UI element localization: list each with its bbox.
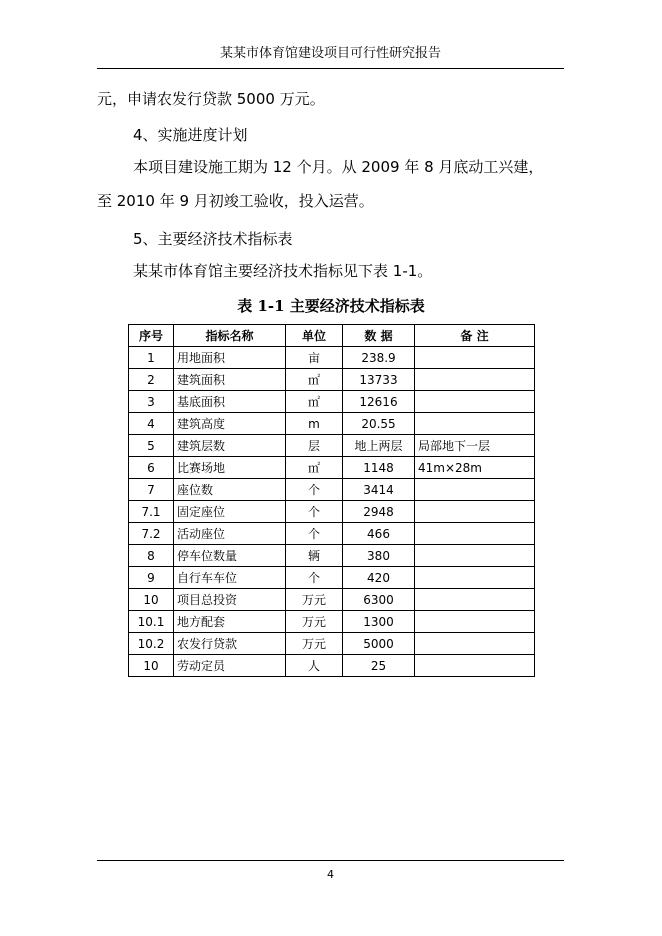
cell-value: 1148 bbox=[343, 457, 415, 479]
cell-unit: 人 bbox=[286, 655, 343, 677]
paragraph-schedule-1: 本项目建设施工期为 12 个月。从 2009 年 8 月底动工兴建， bbox=[133, 158, 544, 176]
cell-unit: 个 bbox=[286, 523, 343, 545]
cell-index: 7.1 bbox=[129, 501, 174, 523]
page-number: 4 bbox=[327, 868, 334, 881]
cell-name: 自行车车位 bbox=[174, 567, 286, 589]
table-row bbox=[129, 589, 535, 611]
table-row bbox=[129, 501, 535, 523]
indicators-table bbox=[128, 324, 535, 677]
cell-index: 10.2 bbox=[129, 633, 174, 655]
cell-index: 7 bbox=[129, 479, 174, 501]
cell-name: 建筑面积 bbox=[174, 369, 286, 391]
cell-value: 3414 bbox=[343, 479, 415, 501]
cell-note: 41m×28m bbox=[415, 457, 535, 479]
cell-index: 3 bbox=[129, 391, 174, 413]
cell-name: 用地面积 bbox=[174, 347, 286, 369]
cell-value: 380 bbox=[343, 545, 415, 567]
cell-name: 建筑层数 bbox=[174, 435, 286, 457]
cell-value: 2948 bbox=[343, 501, 415, 523]
cell-name: 座位数 bbox=[174, 479, 286, 501]
paragraph-schedule-2: 至 2010 年 9 月初竣工验收，投入运营。 bbox=[97, 192, 374, 210]
cell-index: 6 bbox=[129, 457, 174, 479]
cell-name: 劳动定员 bbox=[174, 655, 286, 677]
header-rule bbox=[97, 68, 564, 69]
cell-unit: 个 bbox=[286, 501, 343, 523]
table-row bbox=[129, 611, 535, 633]
cell-value: 5000 bbox=[343, 633, 415, 655]
cell-note bbox=[415, 655, 535, 677]
cell-index: 1 bbox=[129, 347, 174, 369]
page-header-title: 某某市体育馆建设项目可行性研究报告 bbox=[219, 46, 441, 61]
cell-note bbox=[415, 479, 535, 501]
header-unit: 单位 bbox=[286, 325, 343, 347]
table-caption: 表 1-1 主要经济技术指标表 bbox=[237, 297, 425, 315]
table-row bbox=[129, 567, 535, 589]
cell-name: 农发行贷款 bbox=[174, 633, 286, 655]
section-heading-schedule: 4、实施进度计划 bbox=[133, 126, 248, 144]
cell-unit: 个 bbox=[286, 479, 343, 501]
table-row bbox=[129, 523, 535, 545]
cell-index: 10 bbox=[129, 589, 174, 611]
header-indicator-name: 指标名称 bbox=[174, 325, 286, 347]
table-header-row bbox=[129, 325, 535, 347]
cell-index: 10.1 bbox=[129, 611, 174, 633]
cell-name: 固定座位 bbox=[174, 501, 286, 523]
cell-unit: 万元 bbox=[286, 611, 343, 633]
cell-value: 20.55 bbox=[343, 413, 415, 435]
cell-note bbox=[415, 523, 535, 545]
table-row bbox=[129, 347, 535, 369]
cell-note bbox=[415, 413, 535, 435]
cell-unit: 个 bbox=[286, 567, 343, 589]
cell-note bbox=[415, 567, 535, 589]
cell-name: 地方配套 bbox=[174, 611, 286, 633]
cell-note bbox=[415, 347, 535, 369]
cell-value: 466 bbox=[343, 523, 415, 545]
cell-unit: 万元 bbox=[286, 633, 343, 655]
cell-unit: ㎡ bbox=[286, 369, 343, 391]
paragraph-table-intro: 某某市体育馆主要经济技术指标见下表 1-1。 bbox=[133, 262, 433, 280]
cell-index: 9 bbox=[129, 567, 174, 589]
cell-value: 238.9 bbox=[343, 347, 415, 369]
cell-value: 25 bbox=[343, 655, 415, 677]
cell-index: 8 bbox=[129, 545, 174, 567]
cell-unit: 辆 bbox=[286, 545, 343, 567]
cell-value: 13733 bbox=[343, 369, 415, 391]
cell-unit: ㎡ bbox=[286, 457, 343, 479]
table-row bbox=[129, 633, 535, 655]
footer-rule bbox=[97, 860, 564, 861]
header-data: 数 据 bbox=[343, 325, 415, 347]
cell-index: 4 bbox=[129, 413, 174, 435]
section-heading-indicators: 5、主要经济技术指标表 bbox=[133, 230, 293, 248]
cell-note bbox=[415, 501, 535, 523]
cell-name: 基底面积 bbox=[174, 391, 286, 413]
table-row bbox=[129, 655, 535, 677]
cell-unit: 万元 bbox=[286, 589, 343, 611]
table-row bbox=[129, 435, 535, 457]
cell-unit: m bbox=[286, 413, 343, 435]
header-index: 序号 bbox=[129, 325, 174, 347]
cell-value: 地上两层 bbox=[343, 435, 415, 457]
table-row bbox=[129, 545, 535, 567]
cell-value: 1300 bbox=[343, 611, 415, 633]
cell-name: 比赛场地 bbox=[174, 457, 286, 479]
cell-name: 项目总投资 bbox=[174, 589, 286, 611]
table-row bbox=[129, 479, 535, 501]
cell-unit: 亩 bbox=[286, 347, 343, 369]
header-remarks: 备 注 bbox=[415, 325, 535, 347]
cell-value: 6300 bbox=[343, 589, 415, 611]
cell-unit: ㎡ bbox=[286, 391, 343, 413]
cell-note bbox=[415, 369, 535, 391]
cell-index: 2 bbox=[129, 369, 174, 391]
cell-note bbox=[415, 545, 535, 567]
cell-index: 5 bbox=[129, 435, 174, 457]
table-row bbox=[129, 457, 535, 479]
cell-unit: 层 bbox=[286, 435, 343, 457]
cell-note bbox=[415, 391, 535, 413]
cell-value: 12616 bbox=[343, 391, 415, 413]
cell-note: 局部地下一层 bbox=[415, 435, 535, 457]
cell-name: 建筑高度 bbox=[174, 413, 286, 435]
cell-name: 活动座位 bbox=[174, 523, 286, 545]
cell-name: 停车位数量 bbox=[174, 545, 286, 567]
paragraph-loan: 元，申请农发行贷款 5000 万元。 bbox=[97, 90, 325, 108]
cell-index: 10 bbox=[129, 655, 174, 677]
table-row bbox=[129, 369, 535, 391]
cell-value: 420 bbox=[343, 567, 415, 589]
cell-note bbox=[415, 589, 535, 611]
table-row bbox=[129, 391, 535, 413]
cell-index: 7.2 bbox=[129, 523, 174, 545]
table-row bbox=[129, 413, 535, 435]
cell-note bbox=[415, 633, 535, 655]
cell-note bbox=[415, 611, 535, 633]
